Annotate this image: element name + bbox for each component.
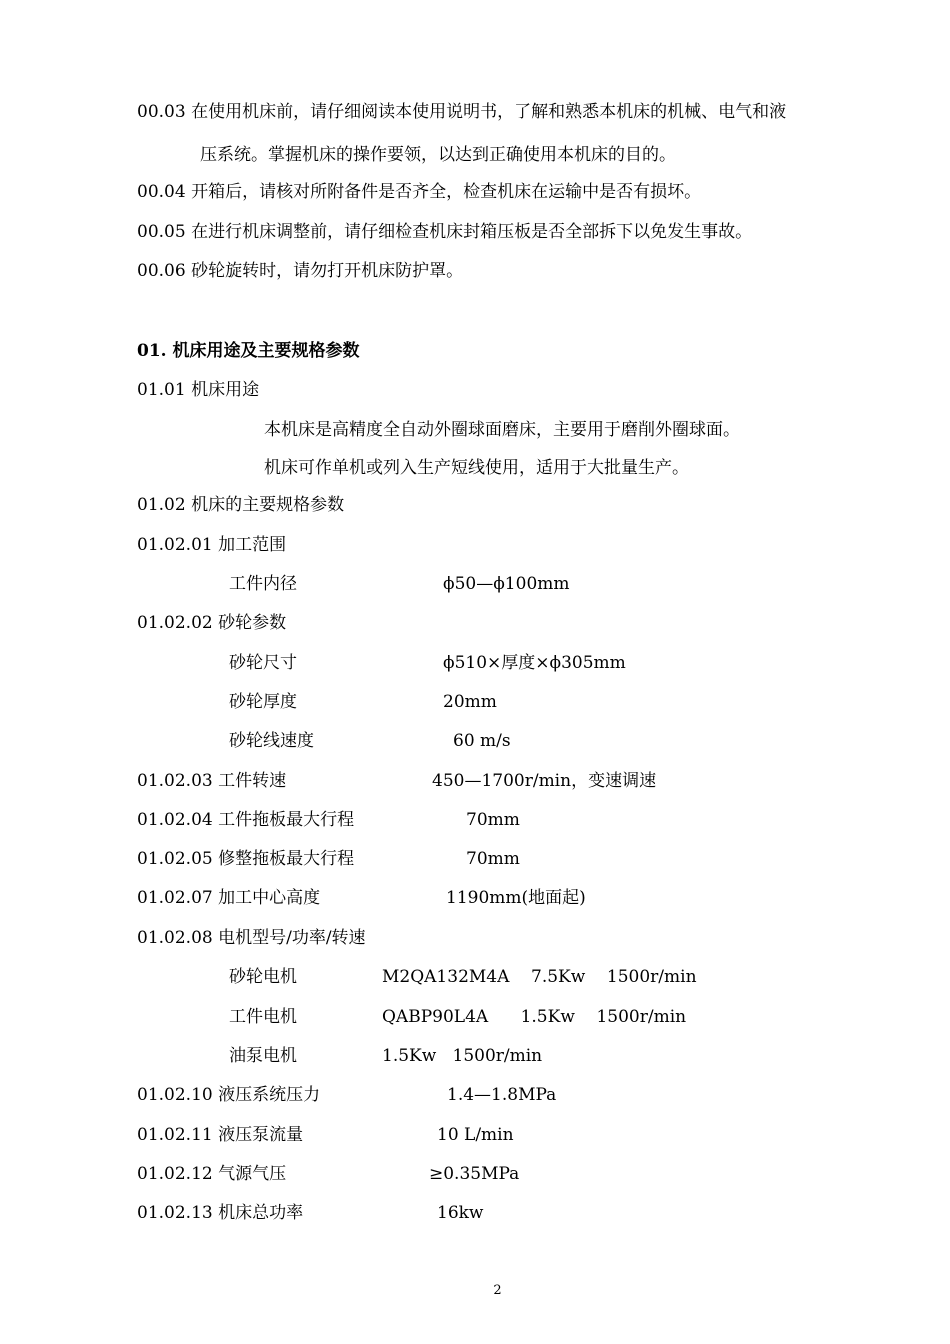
bore-label: 工件内径	[229, 574, 297, 594]
specs-title: 01.02 机床的主要规格参数	[137, 495, 345, 515]
motor-title: 01.02.08 电机型号/功率/转速	[137, 928, 366, 948]
wheel-size-value: ϕ510×厚度×ϕ305mm	[443, 653, 626, 673]
motor-work-value: QABP90L4A 1.5Kw 1500r/min	[382, 1007, 687, 1027]
motor-wheel-label: 砂轮电机	[229, 967, 297, 987]
dress-travel-label: 01.02.05 修整拖板最大行程	[137, 849, 355, 869]
work-speed-label: 01.02.03 工件转速	[137, 771, 287, 791]
page-number: 2	[493, 1283, 502, 1298]
motor-pump-label: 油泵电机	[229, 1046, 297, 1066]
notice-0006: 00.06 砂轮旋转时，请勿打开机床防护罩。	[137, 261, 464, 281]
work-speed-value: 450—1700r/min，变速调速	[432, 771, 657, 791]
motor-work-label: 工件电机	[229, 1007, 297, 1027]
power-value: 16kw	[437, 1203, 484, 1223]
notice-0003-cont: 压系统。掌握机床的操作要领，以达到正确使用本机床的目的。	[200, 145, 676, 165]
purpose-line-2: 机床可作单机或列入生产短线使用，适用于大批量生产。	[264, 458, 689, 478]
dress-travel-value: 70mm	[466, 849, 520, 869]
hyd-pressure-label: 01.02.10 液压系统压力	[137, 1085, 321, 1105]
power-label: 01.02.13 机床总功率	[137, 1203, 304, 1223]
bore-value: ϕ50—ϕ100mm	[443, 574, 570, 594]
air-value: ≥0.35MPa	[429, 1164, 520, 1184]
center-height-value: 1190mm(地面起)	[446, 888, 586, 908]
range-title: 01.02.01 加工范围	[137, 535, 287, 555]
center-height-label: 01.02.07 加工中心高度	[137, 888, 321, 908]
air-label: 01.02.12 气源气压	[137, 1164, 287, 1184]
notice-0004: 00.04 开箱后，请核对所附备件是否齐全，检查机床在运输中是否有损坏。	[137, 182, 702, 202]
pump-flow-value: 10 L/min	[437, 1125, 514, 1145]
wheel-thick-label: 砂轮厚度	[229, 692, 297, 712]
wheel-speed-label: 砂轮线速度	[229, 731, 314, 751]
wheel-speed-value: 60 m/s	[453, 731, 511, 751]
purpose-line-1: 本机床是高精度全自动外圈球面磨床，主要用于磨削外圈球面。	[264, 420, 740, 440]
motor-wheel-value: M2QA132M4A 7.5Kw 1500r/min	[382, 967, 697, 987]
pump-flow-label: 01.02.11 液压泵流量	[137, 1125, 304, 1145]
work-travel-value: 70mm	[466, 810, 520, 830]
wheel-title: 01.02.02 砂轮参数	[137, 613, 287, 633]
hyd-pressure-value: 1.4—1.8MPa	[447, 1085, 557, 1105]
motor-pump-value: 1.5Kw 1500r/min	[382, 1046, 543, 1066]
notice-0003: 00.03 在使用机床前，请仔细阅读本使用说明书，了解和熟悉本机床的机械、电气和液	[137, 102, 787, 122]
work-travel-label: 01.02.04 工件拖板最大行程	[137, 810, 355, 830]
wheel-thick-value: 20mm	[443, 692, 497, 712]
purpose-title: 01.01 机床用途	[137, 380, 260, 400]
notice-0005: 00.05 在进行机床调整前，请仔细检查机床封箱压板是否全部拆下以免发生事故。	[137, 222, 753, 242]
wheel-size-label: 砂轮尺寸	[229, 653, 297, 673]
section-heading: 01. 机床用途及主要规格参数	[137, 341, 360, 361]
